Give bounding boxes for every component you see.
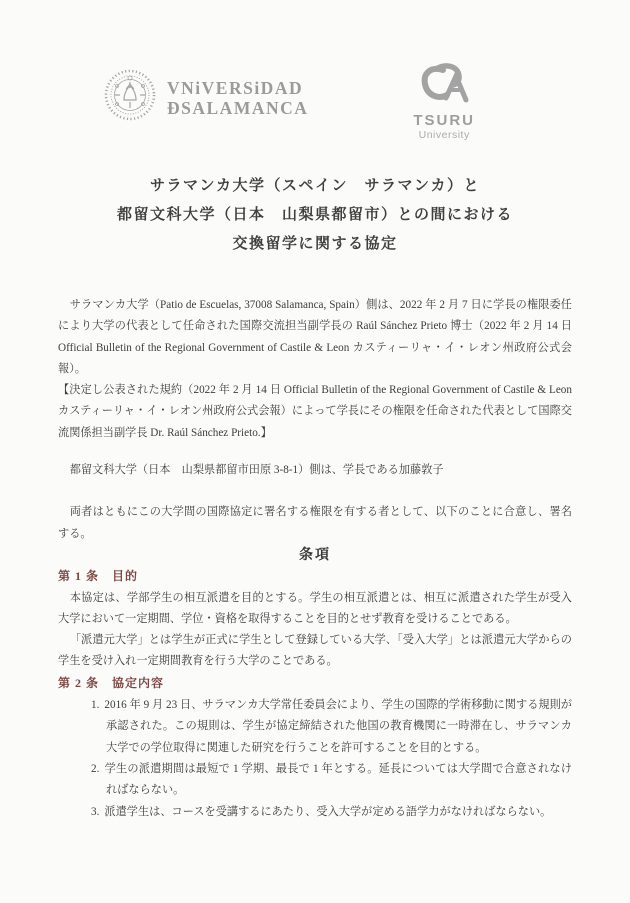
article1-paragraph2: 「派遣元大学」とは学生が正式に学生として登録している大学、「受入大学」とは派遣元大学からの学生を受け入れ一定期間教育を行う大学のことである。 — [58, 634, 572, 668]
salamanca-logo — [103, 66, 308, 129]
preamble-salamanca-party: サラマンカ大学（Patio de Escuelas, 37008 Salamanca, Spain）側は、2022 年 2 月 7 日に学長の権限委任により大学の代表として任命された国際交流担当副学長の Raúl Sánchez Prieto 博士（2022 年 2 月 14 日 Official Bulletin of the Regional Government of Castile & Leon カスティーリャ・イ・レオン州政府公式会報）。 — [58, 299, 572, 375]
article2-item-3 — [91, 802, 572, 823]
agreement-title-line2: 都留文科大学（日本 山梨県都留市）との間における — [116, 207, 513, 223]
article2-item-2 — [91, 759, 572, 802]
article2-item-1 — [91, 695, 572, 759]
salamanca-seal-icon — [103, 66, 157, 129]
preamble-delegation-note: 【決定し公表された規約（2022 年 2 月 14 日 Official Bulletin of the Regional Government of Castile & Leon カスティーリャ・イ・レオン州政府公式会報）によって学長にその権限を任命された代表として国際交流関係担当副学長 Dr. Raúl Sánchez Prieto.】 — [58, 384, 572, 439]
item-number: 2. — [91, 762, 100, 775]
article1-paragraph1: 本協定は、学部学生の相互派遣を目的とする。学生の相互派遣とは、相互に派遣された学生が受入大学において一定期間、学位・資格を取得することを目的とせず教育を受けることである。 — [58, 591, 572, 625]
articles-heading: 条項 — [299, 547, 331, 563]
preamble-signing-statement: 両者はともにこの大学間の国際協定に署名する権限を有する者として、以下のことに合意し、署名する。 — [58, 506, 572, 540]
article2-heading: 第 2 条 協定内容 — [58, 675, 165, 690]
tsuru-name: TSURU — [413, 112, 475, 129]
agreement-title-line1: サラマンカ大学（スペイン サラマンカ）と — [149, 178, 480, 194]
item-number: 3. — [91, 805, 100, 818]
tsuru-logo — [413, 62, 475, 142]
agreement-title-line3: 交換留学に関する協定 — [232, 236, 398, 252]
agreement-title — [0, 172, 630, 259]
salamanca-wordmark-line2: ÐSALAMANCA — [167, 97, 309, 118]
preamble-tsuru-party: 都留文科大学（日本 山梨県都留市田原 3-8-1）側は、学長である加藤敦子 — [69, 464, 444, 477]
item-text: 学生の派遣期間は最短で 1 学期、最長で 1 年とする。延長については大学間で合意されなければならない。 — [104, 762, 572, 797]
salamanca-wordmark-line1: VNiVERSiDAD — [167, 77, 304, 98]
salamanca-wordmark — [167, 78, 308, 118]
item-number: 1. — [91, 699, 100, 712]
item-text: 2016 年 9 月 23 日、サラマンカ大学常任委員会により、学生の国際的学術移動に関する規則が承認された。この規則は、学生が協定締結された他国の教育機関に一時滞在し、サラマンカ大学での学位取得に関連した研究を行うことを許可することを目的とする。 — [104, 699, 572, 754]
item-text: 派遣学生は、コースを受講するにあたり、受入大学が定める語学力がなければならない。 — [104, 805, 552, 818]
article1-heading: 第 1 条 目的 — [58, 569, 139, 584]
tsuru-subtitle: University — [418, 129, 470, 141]
article2-items — [91, 695, 572, 823]
agreement-body — [58, 295, 572, 823]
header-logos — [0, 0, 630, 142]
tsuru-crane-icon — [418, 62, 470, 111]
